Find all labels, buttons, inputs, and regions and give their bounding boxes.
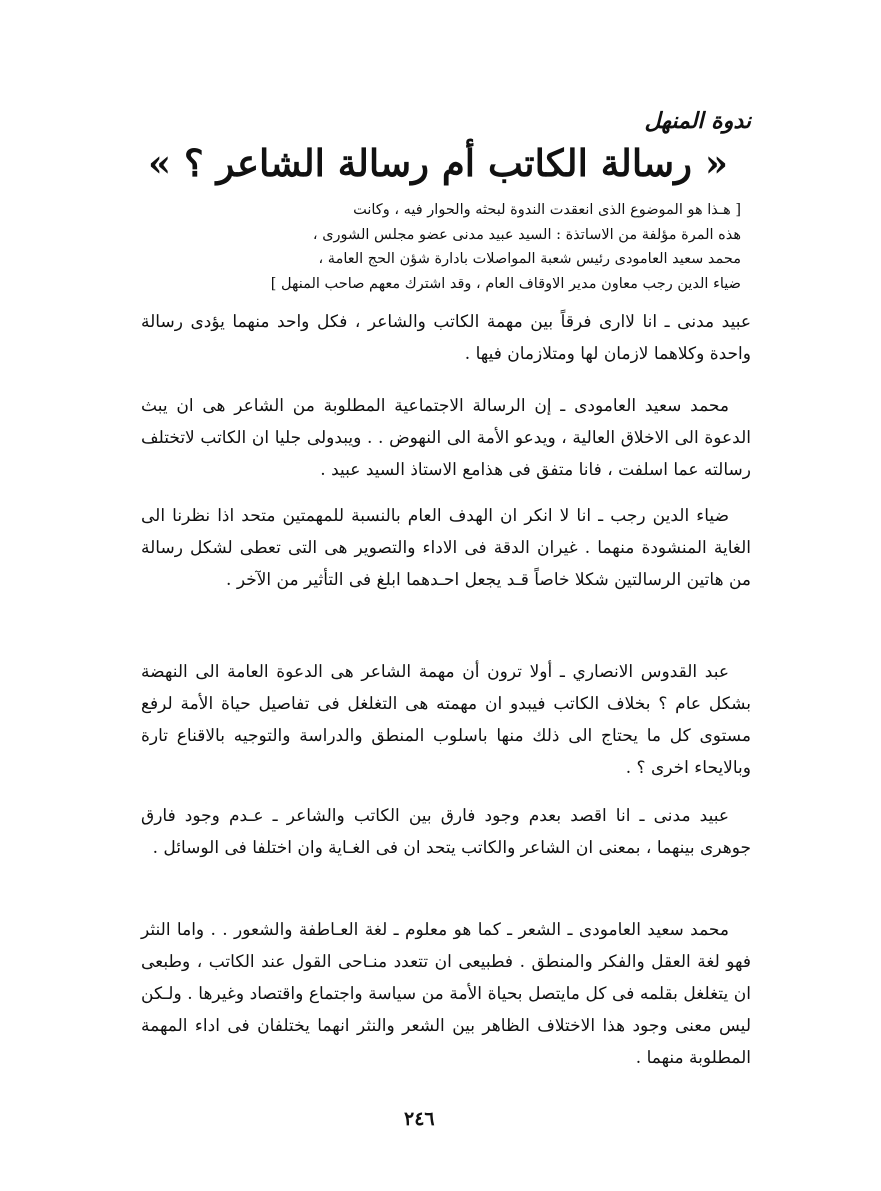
paragraph-block-1	[141, 306, 751, 370]
paragraph-block-5	[141, 800, 751, 864]
paragraph: عبيد مدنى ـ انا اقصد بعدم وجود فارق بين الكاتب والشاعر ـ عـدم وجود فارق جوهرى بينهما ، بمعنى ان الشاعر والكاتب يتحد ان فى الغـاية وان اختلفا فى الوسائل .	[141, 806, 751, 858]
article-title: « رسالة الكاتب أم رسالة الشاعر ؟ »	[148, 141, 728, 185]
intro-line: ضياء الدين رجب معاون مدير الاوقاف العام ، وقد اشترك معهم صاحب المنهل ]	[270, 275, 741, 292]
paragraph: ضياء الدين رجب ـ انا لا انكر ان الهدف العام بالنسبة للمهمتين متحد اذا نظرنا الى الغاية المنشودة منهما . غيران الدقة فى الاداء والتصوير هى التى تعطى لشكل رسالة من هاتين الرسالتين شكلا خاصاً قـد يجعل احـدهما ابلغ فى التأثير من الآخر .	[141, 506, 751, 590]
intro-line: [ هـذا هو الموضوع الذى انعقدت الندوة لبحثه والحوار فيه ، وكانت	[353, 202, 741, 218]
section-label: ندوة المنهل	[644, 108, 751, 134]
paragraph: عبد القدوس الانصاري ـ أولا ترون أن مهمة الشاعر هى الدعوة العامة الى النهضة بشكل عام ؟ بخلاف الكاتب فيبدو ان مهمته هى التغلغل فى تفاصيل حياة الأمة لرفع مستوى كل ما يحتاج الى ذلك منها باسلوب المنطق والدراسة والتوجيه بالاقناع تارة وبالايحاء اخرى ؟ .	[141, 662, 751, 778]
intro-note	[141, 198, 741, 296]
paragraph-block-2	[141, 390, 751, 486]
paragraph-block-3	[141, 500, 751, 596]
paragraph-block-4	[141, 656, 751, 784]
paragraph-block-6	[141, 914, 751, 1074]
intro-line: هذه المرة مؤلفة من الاساتذة : السيد عبيد مدنى عضو مجلس الشورى ،	[312, 226, 741, 243]
page-number: ٢٤٦	[404, 1108, 435, 1130]
paragraph: محمد سعيد العامودى ـ إن الرسالة الاجتماعية المطلوبة من الشاعر هى ان يبث الدعوة الى الاخلاق العالية ، ويدعو الأمة الى النهوض . . ويبدولى جليا ان الكاتب لاتختلف رسالته عما اسلفت ، فانا متفق فى هذامع الاستاذ السيد عبيد .	[141, 396, 751, 480]
paragraph: عبيد مدنى ـ انا لاارى فرقاً بين مهمة الكاتب والشاعر ، فكل واحد منهما يؤدى رسالة واحدة وكلاهما لازمان لها ومتلازمان فيها .	[141, 312, 751, 364]
paragraph: محمد سعيد العامودى ـ الشعر ـ كما هو معلوم ـ لغة العـاطفة والشعور . . واما النثر فهو لغة العقل والفكر والمنطق . فطبيعى ان تتعدد منـاحى القول عند الكاتب ، وطبعى ان يتغلغل بقلمه فى كل مايتصل بحياة الأمة من سياسة واجتماع واقتصاد وغيرها . ولـكن ليس معنى وجود هذا الاختلاف الظاهر بين الشعر والنثر انهما يختلفان فى اداء المهمة المطلوبة منهما .	[141, 920, 751, 1068]
intro-line: محمد سعيد العامودى رئيس شعبة المواصلات بادارة شؤن الحج العامة ،	[318, 251, 741, 267]
